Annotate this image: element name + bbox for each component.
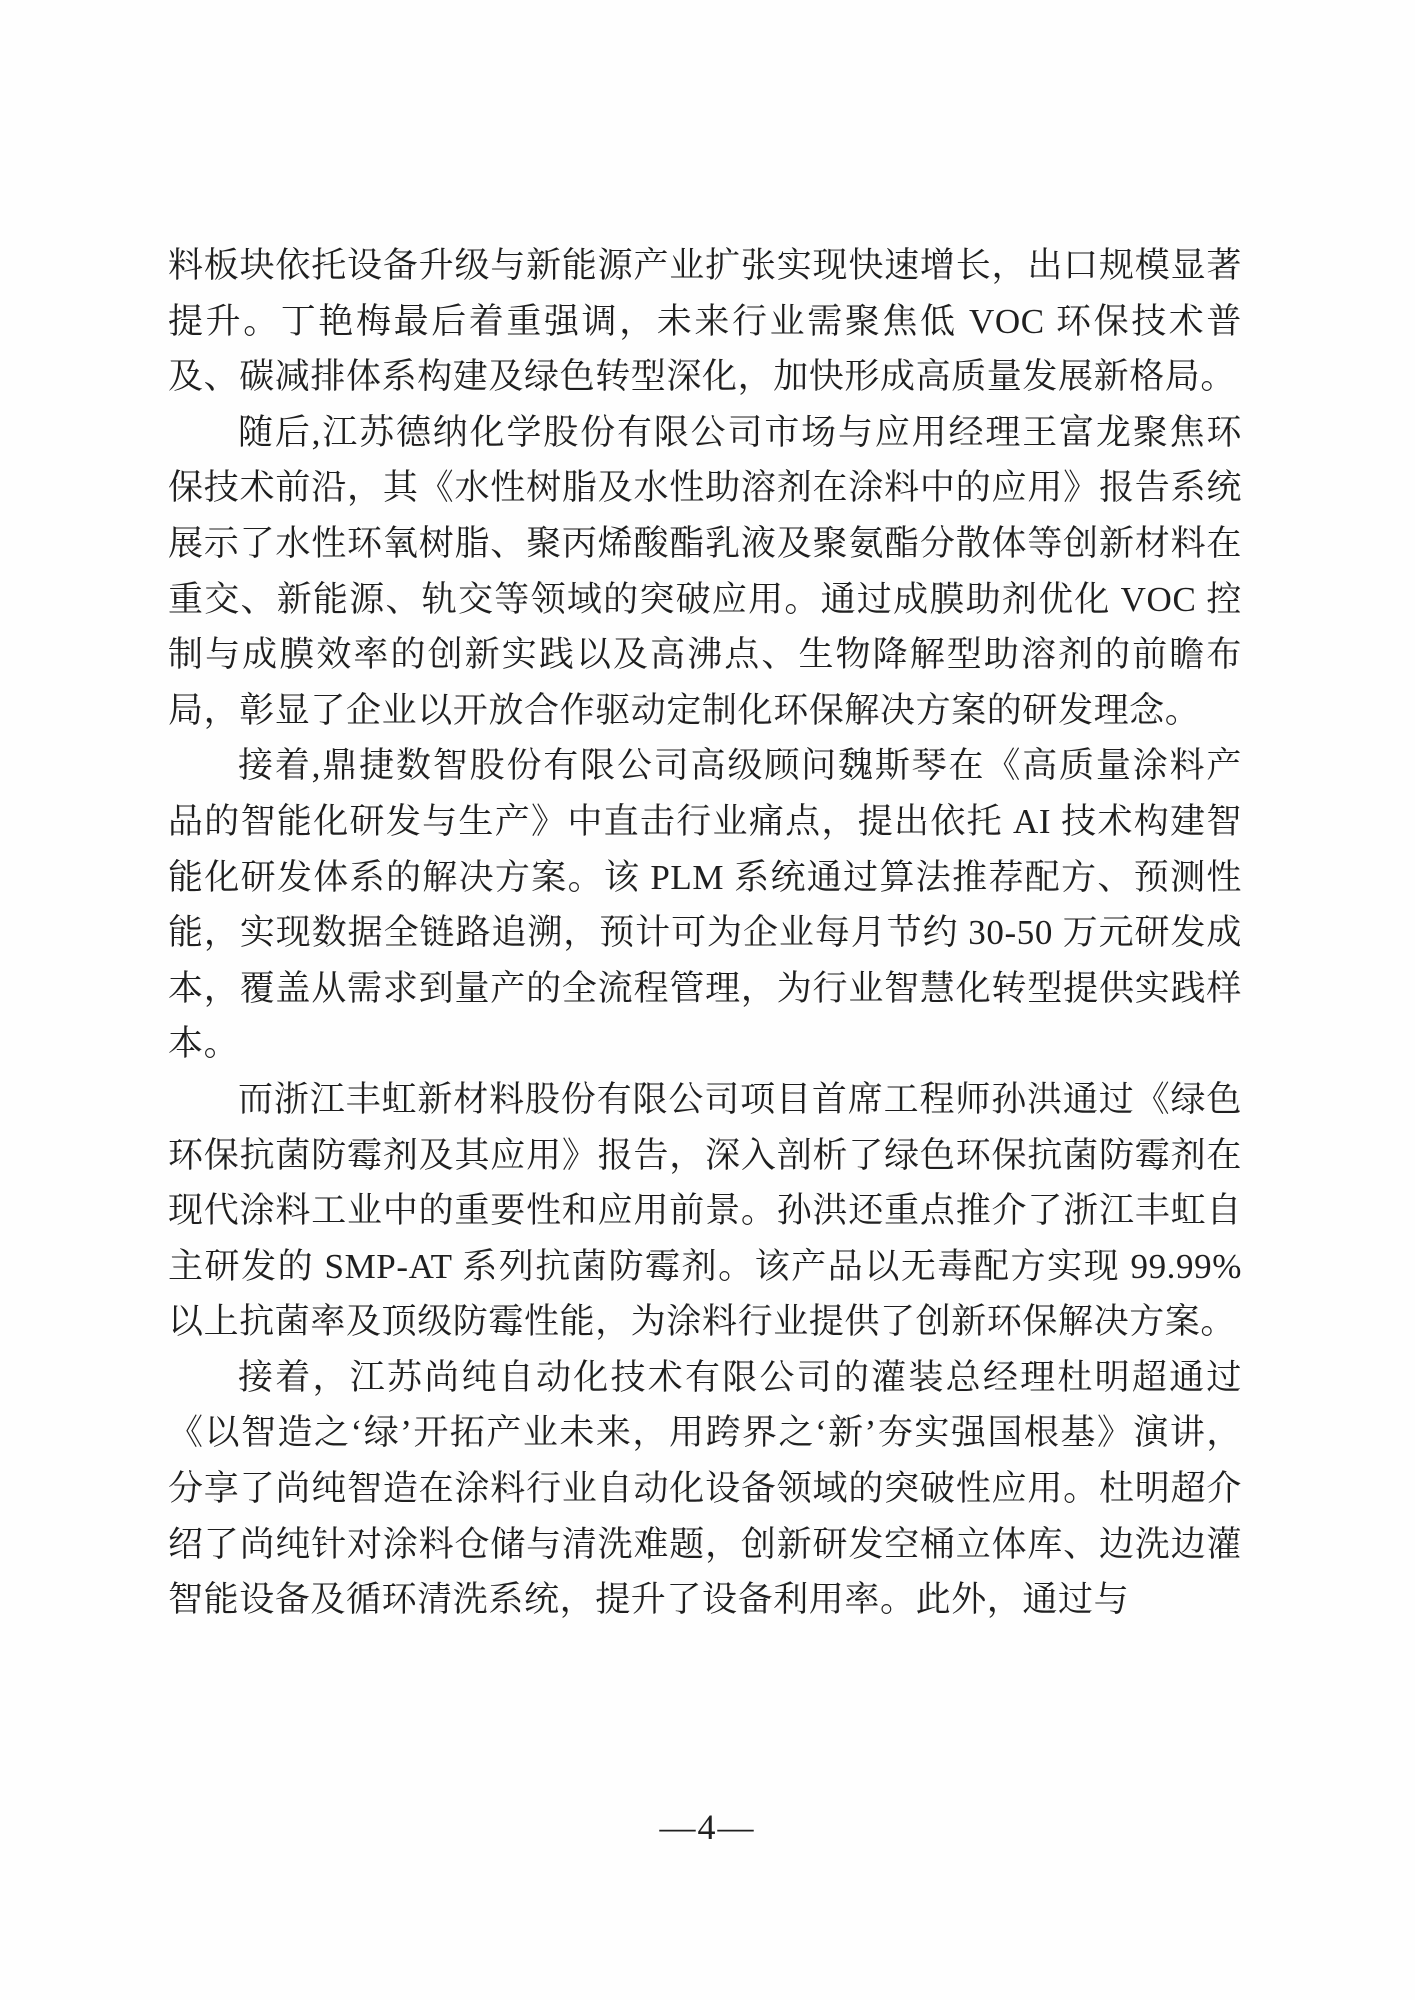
page-number: —4— xyxy=(659,1807,756,1847)
paragraph: 接着,鼎捷数智股份有限公司高级顾问魏斯琴在《高质量涂料产品的智能化研发与生产》中直击行业痛点，提出依托 AI 技术构建智能化研发体系的解决方案。该 PLM 系统通过算法推荐配方、预测性能，实现数据全链路追溯，预计可为企业每月节约 30-50 万元研发成本，覆盖从需求到量产的全流程管理，为行业智慧化转型提供实践样本。 xyxy=(168,746,1242,1064)
paragraph: 随后,江苏德纳化学股份有限公司市场与应用经理王富龙聚焦环保技术前沿，其《水性树脂及水性助溶剂在涂料中的应用》报告系统展示了水性环氧树脂、聚丙烯酸酯乳液及聚氨酯分散体等创新材料在重交、新能源、轨交等领域的突破应用。通过成膜助剂优化 VOC 控制与成膜效率的创新实践以及高沸点、生物降解型助溶剂的前瞻布局，彰显了企业以开放合作驱动定制化环保解决方案的研发理念。 xyxy=(168,412,1242,730)
paragraph-continuation: 料板块依托设备升级与新能源产业扩张实现快速增长，出口规模显著提升。丁艳梅最后着重强调，未来行业需聚焦低 VOC 环保技术普及、碳减排体系构建及绿色转型深化，加快形成高质量发展新格局。 xyxy=(168,246,1242,397)
document-body xyxy=(168,238,1242,1628)
paragraph: 而浙江丰虹新材料股份有限公司项目首席工程师孙洪通过《绿色环保抗菌防霉剂及其应用》报告，深入剖析了绿色环保抗菌防霉剂在现代涂料工业中的重要性和应用前景。孙洪还重点推介了浙江丰虹自主研发的 SMP-AT 系列抗菌防霉剂。该产品以无毒配方实现 99.99%以上抗菌率及顶级防霉性能，为涂料行业提供了创新环保解决方案。 xyxy=(168,1079,1242,1342)
paragraph: 接着，江苏尚纯自动化技术有限公司的灌装总经理杜明超通过《以智造之‘绿’开拓产业未来，用跨界之‘新’夯实强国根基》演讲，分享了尚纯智造在涂料行业自动化设备领域的突破性应用。杜明超介绍了尚纯针对涂料仓储与清洗难题，创新研发空桶立体库、边洗边灌智能设备及循环清洗系统，提升了设备利用率。此外，通过与 xyxy=(168,1357,1242,1620)
